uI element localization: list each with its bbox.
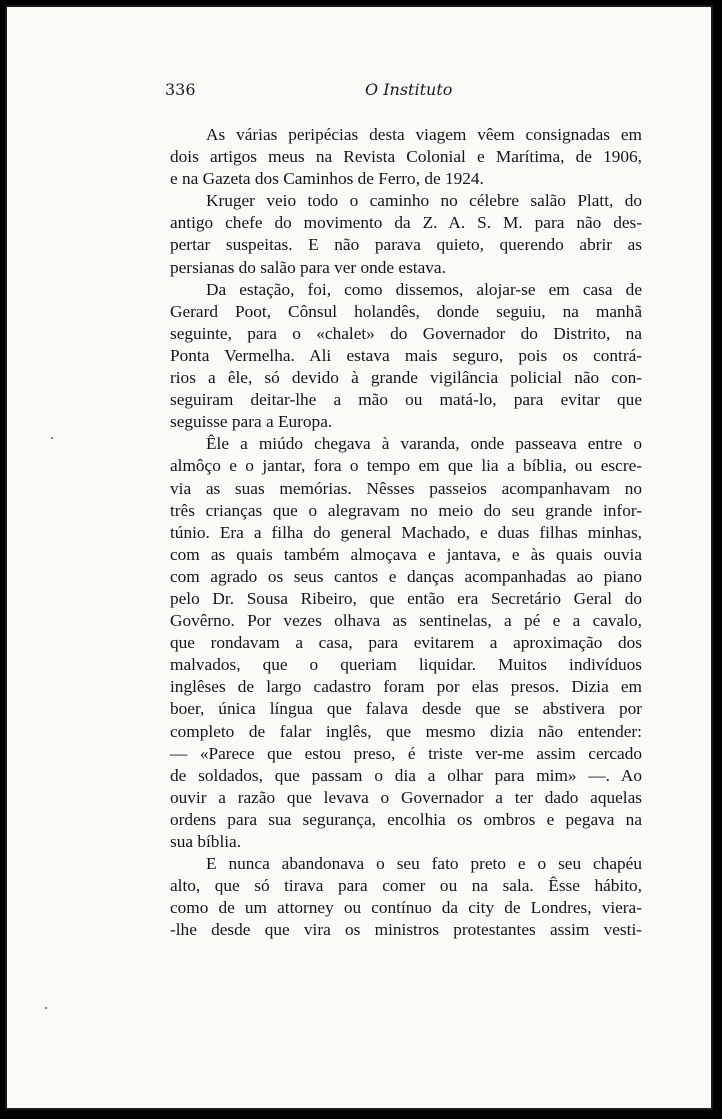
body-text (170, 124, 642, 941)
text-line: Êle a miúdo chegava à varanda, onde passeava entre o (206, 434, 642, 454)
paragraph (170, 433, 642, 853)
text-line: sua bíblia. (170, 832, 242, 851)
paper-speck (45, 1007, 47, 1009)
text-line: malvados, que o queriam liquidar. Muitos indivíduos (170, 655, 642, 675)
text-line: seguisse para a Europa. (170, 412, 333, 432)
text-line: Gerard Poot, Cônsul holandês, donde seguiu, na manhã (170, 301, 642, 321)
paragraph (170, 279, 642, 434)
text-line: seguinte, para o «chalet» do Governador do Distrito, na (170, 323, 642, 343)
text-line: completo de falar inglês, que mesmo dizia não entender: (170, 721, 642, 741)
text-line: Govêrno. Por vezes olhava as sentinelas, a pé e a cavalo, (170, 611, 642, 631)
paper-speck (51, 437, 53, 439)
text-line: com as quais também almoçava e jantava, e às quais ouvia (170, 544, 642, 564)
text-line: e na Gazeta dos Caminhos de Ferro, de 1924. (170, 169, 484, 189)
text-line: — «Parece que estou preso, é triste ver-me assim cercado (170, 743, 642, 763)
text-line: antigo chefe do movimento da Z. A. S. M. para não des- (170, 213, 642, 233)
text-line: como de um attorney ou contínuo da city de Londres, viera- (170, 898, 642, 918)
running-title: O Instituto (365, 80, 453, 99)
text-line: pertar suspeitas. E não parava quieto, querendo abrir as (170, 235, 642, 255)
paragraph (170, 190, 642, 278)
text-line: com agrado os seus cantos e danças acompanhadas ao piano (170, 566, 642, 586)
text-line: E nunca abandonava o seu fato preto e o seu chapéu (206, 854, 642, 874)
text-line: de soldados, que passam o dia a olhar para mim» —. Ao (170, 765, 642, 785)
paragraph (170, 853, 642, 941)
text-line: boer, única língua que falava desde que se abstivera por (170, 699, 642, 719)
page-header (165, 80, 645, 102)
text-line: ordens para sua segurança, encolhia os ombros e pegava na (170, 809, 642, 829)
text-line: pelo Dr. Sousa Ribeiro, que então era Secretário Geral do (170, 588, 642, 608)
text-line: Da estação, foi, como dissemos, alojar-se em casa de (206, 279, 642, 299)
text-line: persianas do salão para ver onde estava. (170, 257, 446, 277)
text-line: As várias peripécias desta viagem vêem consignadas em (206, 125, 642, 144)
text-line: -lhe desde que vira os ministros protestantes assim vesti- (170, 920, 642, 940)
page-number: 336 (165, 80, 196, 99)
text-line: rios a êle, só devido à grande vigilância policial não con- (170, 368, 642, 388)
text-line: três crianças que o alegravam no meio do seu grande infor- (170, 500, 642, 520)
paragraph (170, 124, 642, 190)
text-line: ouvir a razão que levava o Governador a ter dado aquelas (170, 787, 642, 807)
text-line: Kruger veio todo o caminho no célebre salão Platt, do (206, 191, 642, 211)
text-line: almôço e o jantar, fora o tempo em que lia a bíblia, ou escre- (170, 456, 642, 476)
text-line: seguiram deitar-lhe a mão ou matá-lo, para evitar que (170, 390, 642, 410)
text-line: inglêses de largo cadastro foram por elas presos. Dizia em (170, 677, 642, 697)
text-line: alto, que só tirava para comer ou na sala. Êsse hábito, (170, 876, 642, 896)
text-line: via as suas memórias. Nêsses passeios acompanhavam no (170, 478, 642, 498)
text-line: dois artigos meus na Revista Colonial e Marítima, de 1906, (170, 147, 642, 167)
text-line: Ponta Vermelha. Ali estava mais seguro, pois os contrá- (170, 345, 642, 365)
text-line: que rondavam a casa, para evitarem a aproximação dos (170, 633, 642, 653)
text-line: túnio. Era a filha do general Machado, e duas filhas minhas, (170, 522, 642, 542)
